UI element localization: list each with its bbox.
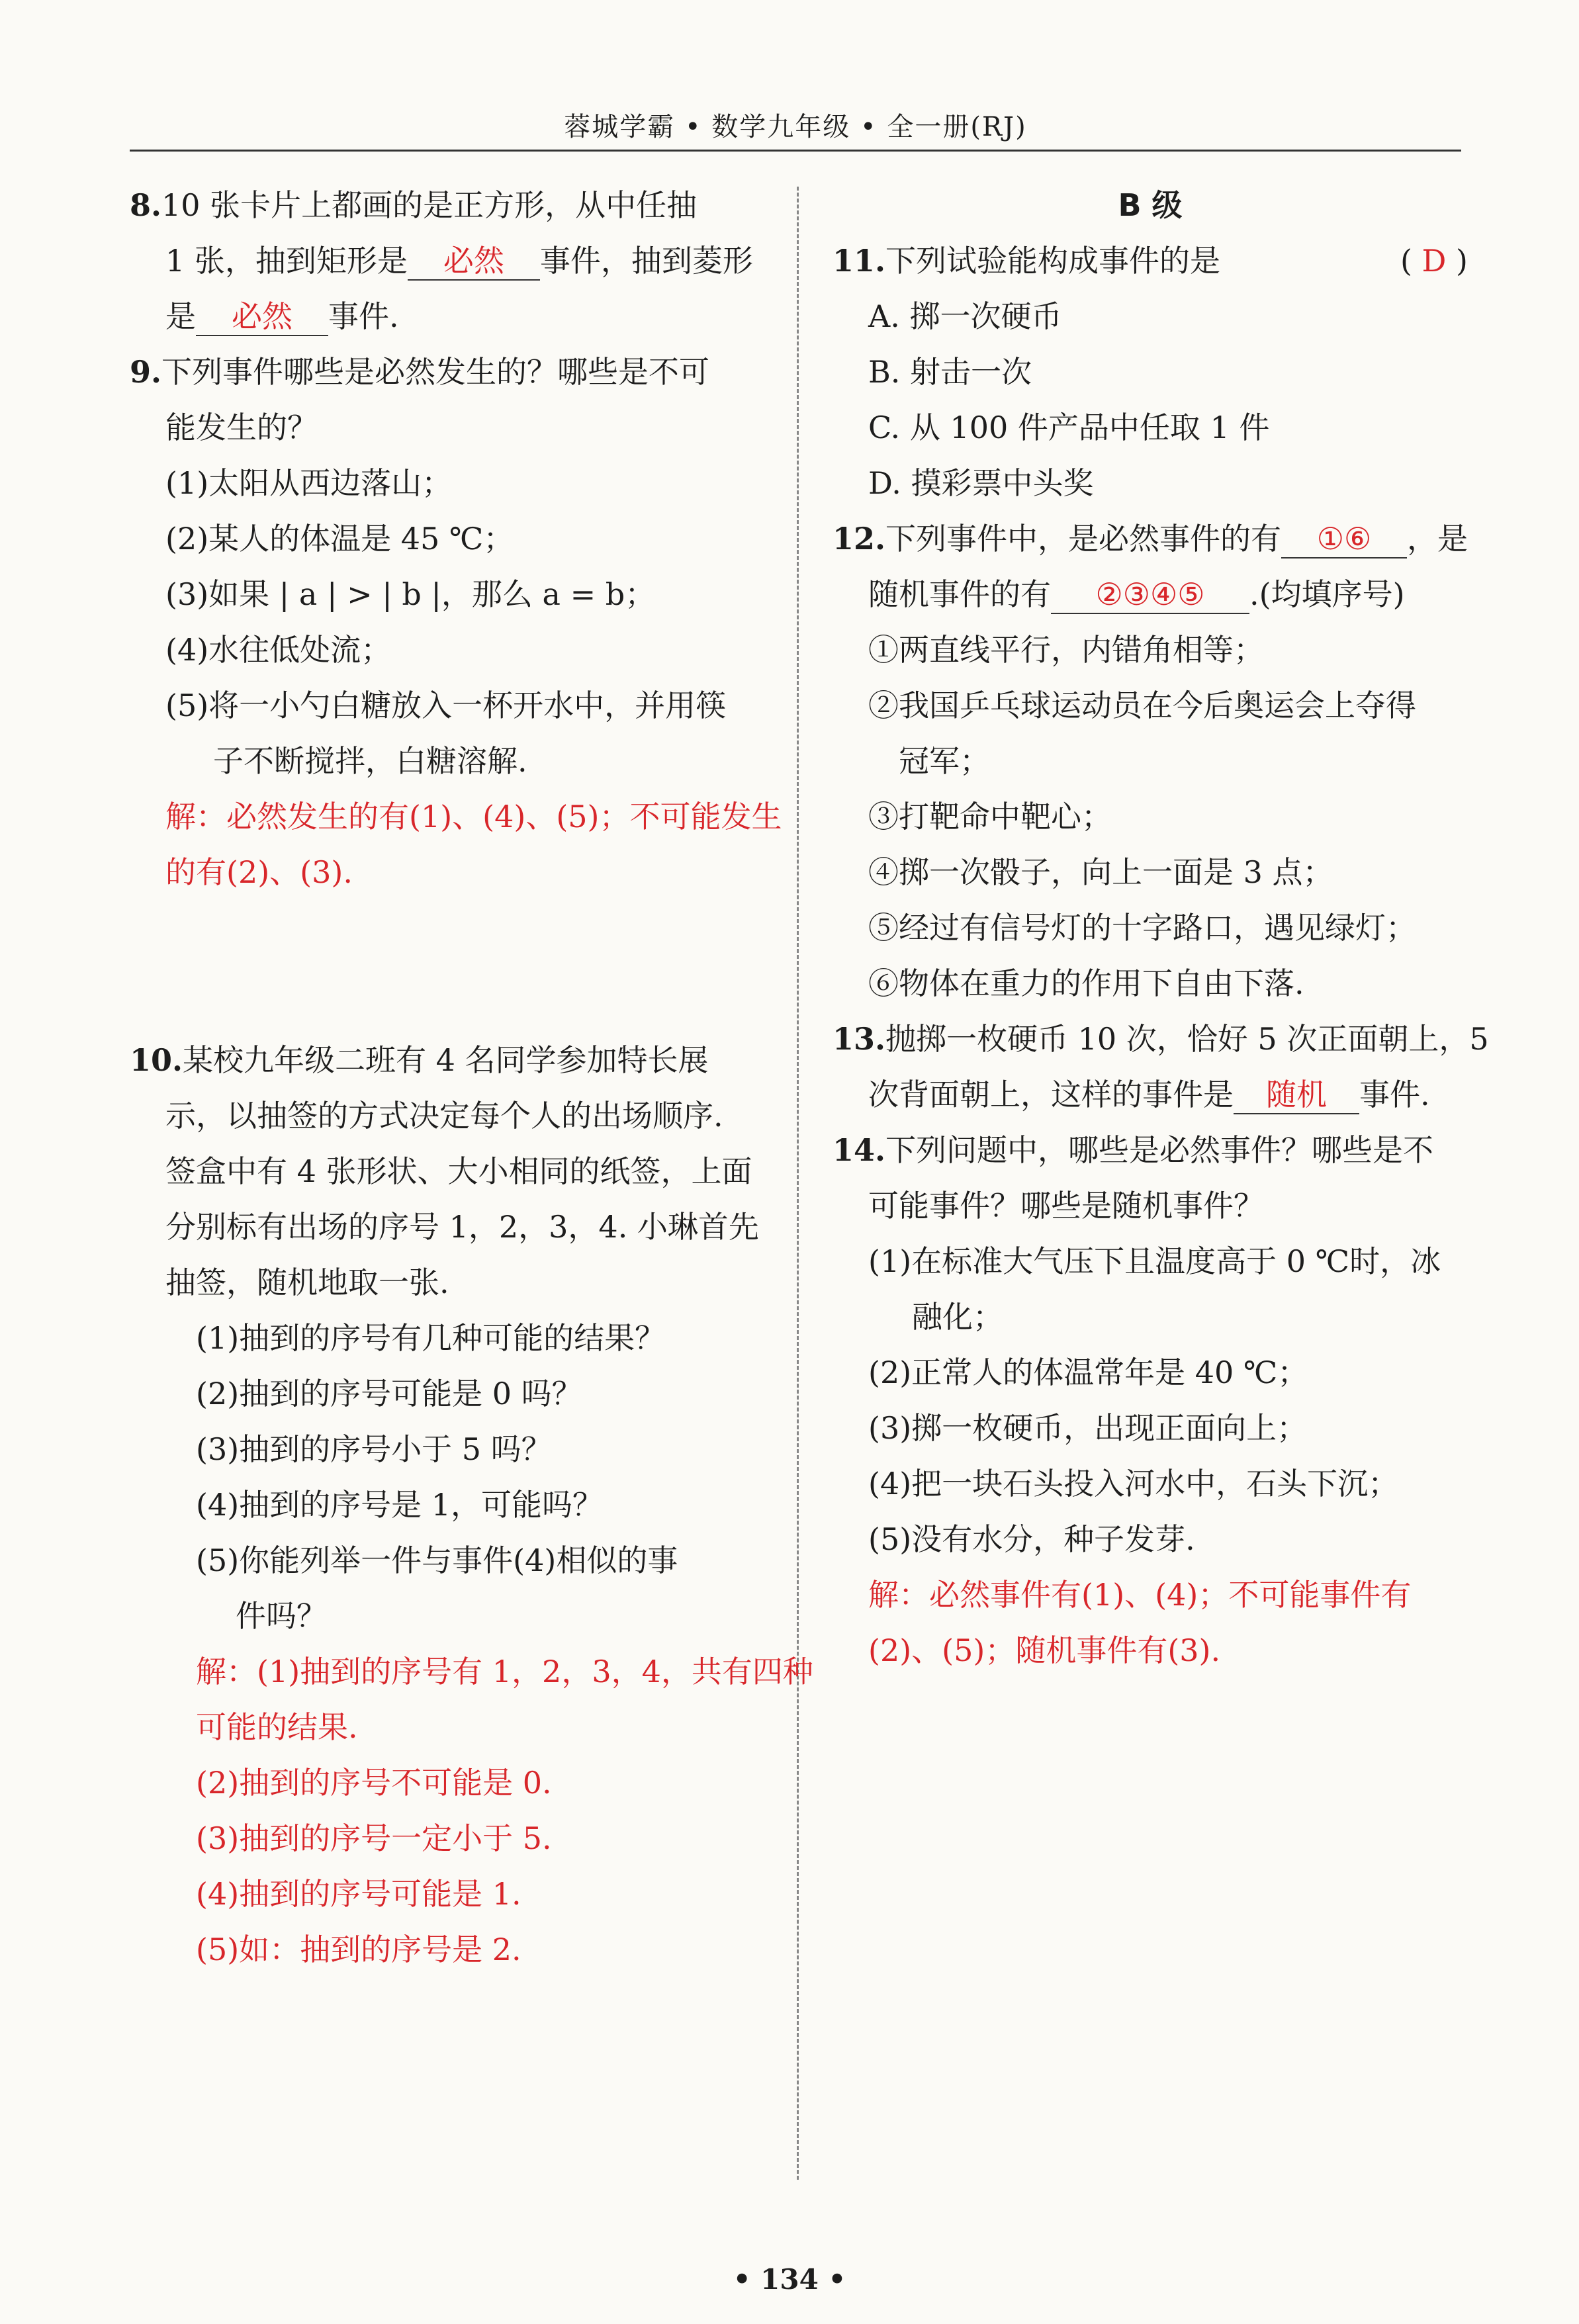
header-rule <box>130 150 1461 152</box>
q12-line-2 <box>833 566 1468 622</box>
q14-item-4: (4)把一块石头投入河水中，石头下沉； <box>868 1466 1399 1501</box>
q14-item-2: (2)正常人的体温常年是 40 ℃； <box>868 1355 1308 1390</box>
q9-item-3: (3)如果 | a | > | b |，那么 a = b； <box>165 576 656 612</box>
q10-item-1: (1)抽到的序号有几种可能的结果？ <box>196 1320 666 1356</box>
q9-item-2: (2)某人的体温是 45 ℃； <box>165 521 514 557</box>
q11-option-b: B. 射击一次 <box>868 354 1032 390</box>
q9-answer-1: 解：必然发生的有(1)、(4)、(5)；不可能发生 <box>165 799 782 834</box>
q11-option-c: C. 从 100 件产品中任取 1 件 <box>868 410 1270 445</box>
q11-option-a: A. 掷一次硬币 <box>868 298 1062 334</box>
right-column <box>833 177 1489 1678</box>
q9-item-5: (5)将一小勺白糖放入一杯开水中，并用筷 <box>165 688 727 723</box>
q14-item-1-cont: 融化； <box>912 1299 1003 1335</box>
q13-text-2a: 次背面朝上，这样的事件是 <box>868 1077 1234 1112</box>
q12-number: 12. <box>833 521 886 557</box>
q14-item-1: (1)在标准大气压下且温度高于 0 ℃时，冰 <box>868 1243 1441 1279</box>
page-number: • 134 • <box>733 2263 846 2296</box>
q10-number: 10. <box>130 1042 183 1078</box>
q14-text-1: 下列问题中，哪些是必然事件？哪些是不 <box>885 1132 1434 1168</box>
q10-answer-6: (5)如：抽到的序号是 2. <box>196 1932 521 1967</box>
q14-answer-2: (2)、(5)；随机事件有(3). <box>868 1632 1221 1668</box>
q8-text-2b: 事件，抽到菱形 <box>539 243 753 279</box>
q10-line-2: 示，以抽签的方式决定每个人的出场顺序. <box>165 1098 723 1134</box>
q13-text-2b: 事件. <box>1359 1077 1430 1112</box>
q10-answer-3: (2)抽到的序号不可能是 0. <box>196 1765 552 1801</box>
q10-item-2: (2)抽到的序号可能是 0 吗？ <box>196 1376 582 1411</box>
q8-text-3b: 事件. <box>328 298 399 334</box>
q12-text-2a: 随机事件的有 <box>868 576 1051 612</box>
q11-bracket-open: ( <box>1400 243 1412 279</box>
q10-line-1 <box>130 1032 765 1088</box>
q9-item-1: (1)太阳从西边落山； <box>165 465 453 501</box>
q11-answer-bracket <box>1400 233 1468 289</box>
q8-text-2a: 1 张，抽到矩形是 <box>165 243 408 279</box>
q12-answer-blank-1: ①⑥ <box>1281 520 1407 559</box>
q12-text-1b: ，是 <box>1407 521 1468 557</box>
q14-item-3: (3)掷一枚硬币，出现正面向上； <box>868 1410 1308 1446</box>
q12-item-1: ①两直线平行，内错角相等； <box>868 632 1264 668</box>
spacer <box>130 900 765 1032</box>
q8-text-1: 10 张卡片上都画的是正方形，从中任抽 <box>161 187 698 223</box>
q13-text-1: 抛掷一枚硬币 10 次，恰好 5 次正面朝上，5 <box>885 1021 1489 1057</box>
page-header: 蓉城学霸 • 数学九年级 • 全一册(RJ) <box>564 112 1027 142</box>
q9-line-2: 能发生的？ <box>165 410 318 445</box>
q9-text-1: 下列事件哪些是必然发生的？哪些是不可 <box>161 354 710 390</box>
q8-line-1 <box>130 177 765 233</box>
q11-line-1 <box>833 233 1468 289</box>
q11-answer: D <box>1421 243 1447 279</box>
q13-line-1 <box>833 1011 1489 1067</box>
q10-item-5-cont: 件吗？ <box>236 1598 327 1634</box>
q10-answer-2: 可能的结果. <box>196 1709 358 1745</box>
q10-text-1: 某校九年级二班有 4 名同学参加特长展 <box>183 1042 709 1078</box>
q12-item-2-cont: 冠军； <box>899 743 990 779</box>
q10-answer-4: (3)抽到的序号一定小于 5. <box>196 1820 552 1856</box>
level-heading: B 级 <box>1118 187 1183 223</box>
q12-item-4: ④掷一次骰子，向上一面是 3 点； <box>868 854 1333 890</box>
q12-line-1 <box>833 511 1468 566</box>
q8-line-3 <box>130 289 765 344</box>
q12-item-5: ⑤经过有信号灯的十字路口，遇见绿灯； <box>868 910 1416 946</box>
q10-item-3: (3)抽到的序号小于 5 吗？ <box>196 1431 552 1467</box>
q11-bracket-close: ) <box>1456 243 1468 279</box>
q8-text-3a: 是 <box>165 298 196 334</box>
q9-line-1 <box>130 344 765 400</box>
q14-item-5: (5)没有水分，种子发芽. <box>868 1521 1195 1557</box>
q12-item-3: ③打靶命中靶心； <box>868 799 1112 834</box>
q13-line-2 <box>833 1067 1468 1122</box>
q10-item-5: (5)你能列举一件与事件(4)相似的事 <box>196 1542 678 1578</box>
q11-option-d: D. 摸彩票中头奖 <box>868 465 1094 501</box>
q13-number: 13. <box>833 1021 886 1057</box>
q10-line-3: 签盒中有 4 张形状、大小相同的纸签，上面 <box>165 1153 752 1189</box>
column-divider <box>797 187 799 2180</box>
q8-answer-blank-2: 必然 <box>196 298 328 336</box>
q9-answer-2: 的有(2)、(3). <box>165 854 353 890</box>
q10-item-4: (4)抽到的序号是 1，可能吗？ <box>196 1487 604 1523</box>
q11-number: 11. <box>833 243 886 279</box>
q12-item-2: ②我国乒乓球运动员在今后奥运会上夺得 <box>868 688 1416 723</box>
q9-item-5-cont: 子不断搅拌，白糖溶解. <box>213 743 527 779</box>
q9-number: 9. <box>130 354 162 390</box>
q14-number: 14. <box>833 1132 886 1168</box>
q14-answer-1: 解：必然事件有(1)、(4)；不可能事件有 <box>868 1577 1412 1613</box>
q11-stem: 下列试验能构成事件的是 <box>885 243 1221 279</box>
q8-answer-blank-1: 必然 <box>408 242 540 281</box>
q10-answer-1: 解：(1)抽到的序号有 1，2，3，4，共有四种 <box>196 1654 813 1689</box>
q10-line-5: 抽签，随机地取一张. <box>165 1265 449 1300</box>
q8-number: 8. <box>130 187 162 223</box>
q12-text-1a: 下列事件中，是必然事件的有 <box>885 521 1282 557</box>
q8-line-2 <box>130 233 765 289</box>
q10-line-4: 分别标有出场的序号 1，2，3，4. 小琳首先 <box>165 1209 759 1245</box>
q14-line-1 <box>833 1122 1468 1178</box>
q9-item-4: (4)水往低处流； <box>165 632 392 668</box>
q14-line-2: 可能事件？哪些是随机事件？ <box>868 1188 1264 1224</box>
q13-answer-blank: 随机 <box>1234 1076 1359 1114</box>
q12-text-2b: .(均填序号) <box>1249 576 1405 612</box>
left-column <box>130 177 813 1977</box>
q10-answer-5: (4)抽到的序号可能是 1. <box>196 1876 521 1912</box>
q12-item-6: ⑥物体在重力的作用下自由下落. <box>868 965 1304 1001</box>
q12-answer-blank-2: ②③④⑤ <box>1051 576 1249 614</box>
